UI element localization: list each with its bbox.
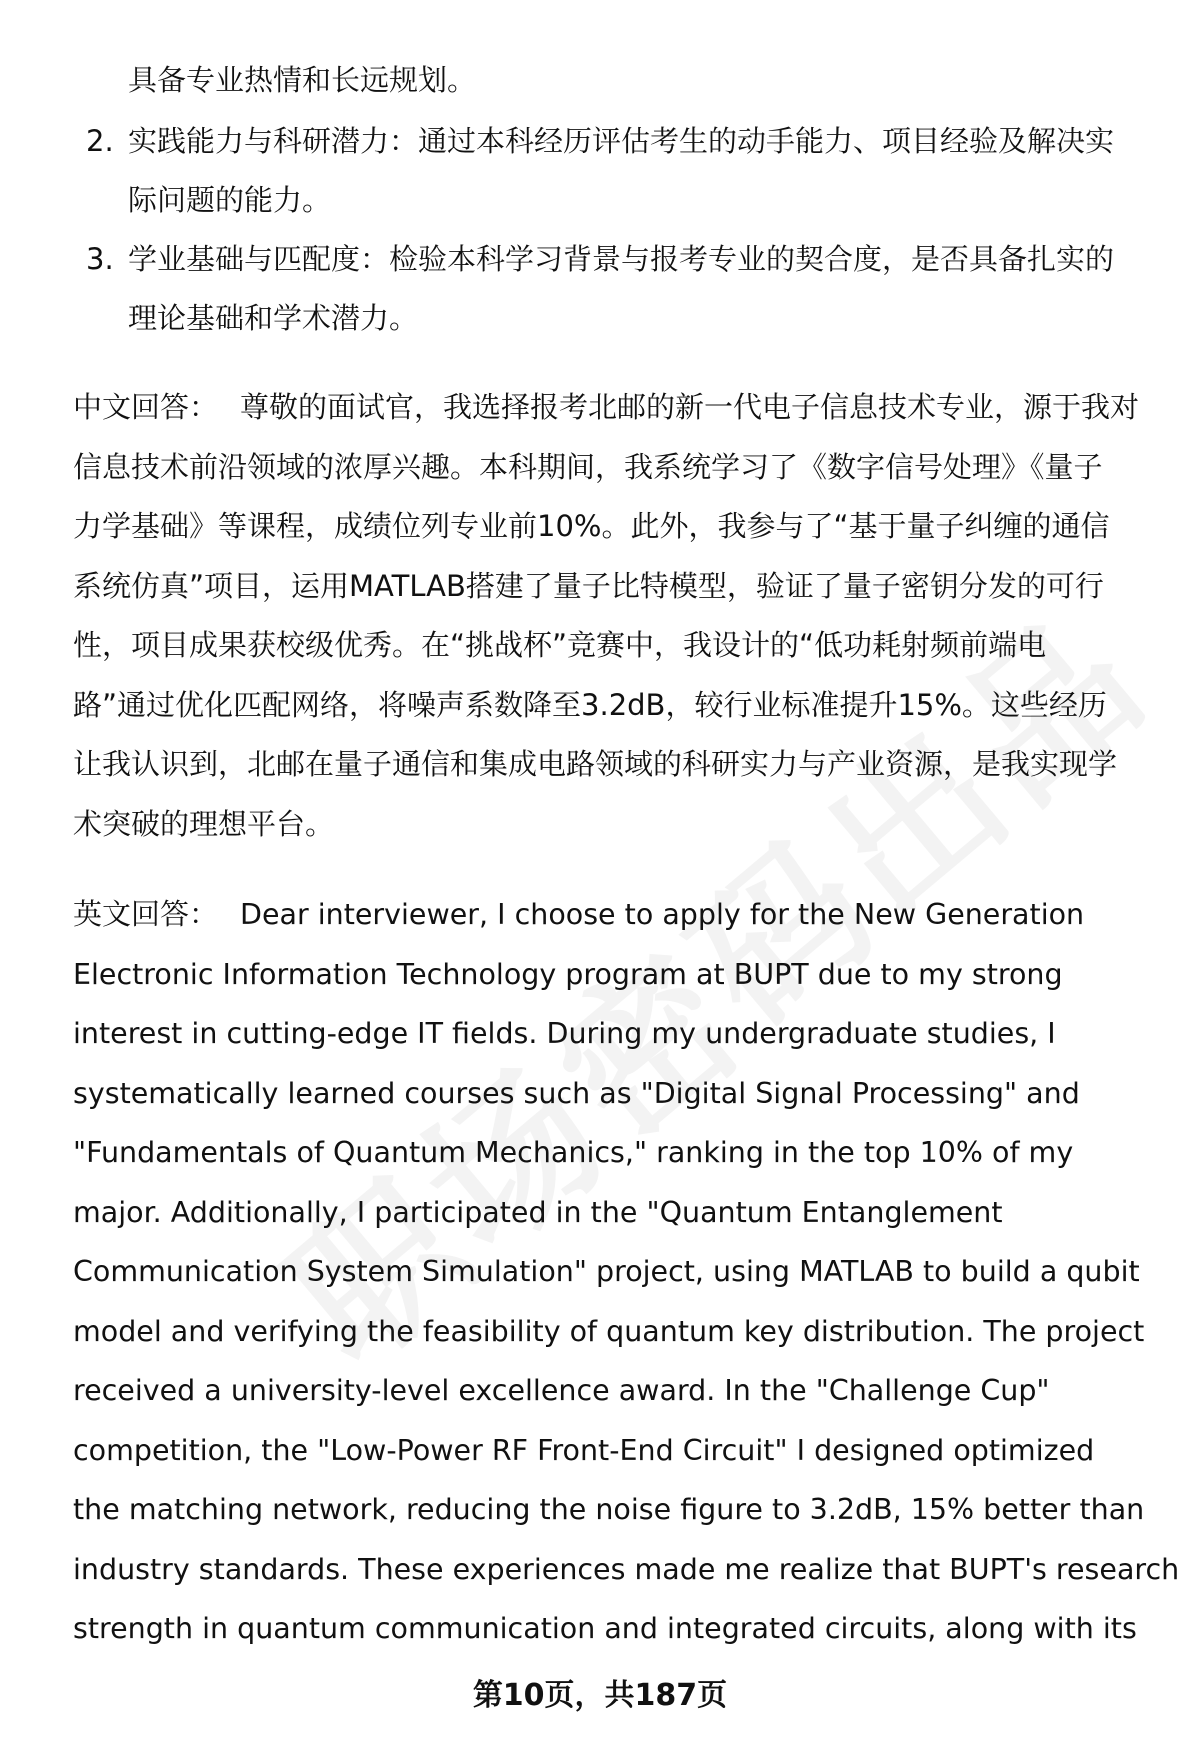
list-item-number: 2. [86,124,114,158]
paragraph-line: systematically learned courses such as "Digital Signal Processing" and [73,1076,1080,1110]
paragraph-line-text: Dear interviewer, I choose to apply for the New Generation [240,898,1085,931]
paragraph-line [73,885,1163,945]
paragraph-line: Communication System Simulation" project, using MATLAB to build a qubit [73,1255,1140,1288]
paragraph-line: 路”通过优化匹配网络，将噪声系数降至3.2dB，较行业标准提升15%。这些经历 [73,687,1107,722]
paragraph-line [73,378,1163,438]
chinese-answer-paragraph [73,378,1163,854]
paragraph-line: the matching network, reducing the noise figure to 3.2dB, 15% better than [73,1493,1145,1526]
list-item-continuation: 具备专业热情和长远规划。 [128,63,477,97]
english-answer-paragraph [73,885,1180,1659]
page-number: 第10页，共187页 [472,1678,728,1713]
paragraph-line: "Fundamentals of Quantum Mechanics," ranking in the top 10% of my [73,1136,1074,1169]
paragraph-line: 术突破的理想平台。 [73,806,335,841]
list-item-line: 际问题的能力。 [128,183,332,217]
paragraph-line: Electronic Information Technology program at BUPT due to my strong [73,957,1063,991]
paragraph-line: 让我认识到，北邮在量子通信和集成电路领域的科研实力与产业资源，是我实现学 [73,747,1118,781]
paragraph-line: industry standards. These experiences made me realize that BUPT's research [73,1552,1180,1586]
paragraph-line: competition, the "Low-Power RF Front-End Circuit" I designed optimized [73,1433,1095,1467]
english-answer-label: 英文回答： [73,897,219,931]
paragraph-line: model and verifying the feasibility of quantum key distribution. The project [73,1314,1145,1348]
paragraph-line: major. Additionally, I participated in the "Quantum Entanglement [73,1195,1003,1229]
list-item-number: 3. [86,242,114,276]
paragraph-line: received a university-level excellence award. In the "Challenge Cup" [73,1374,1050,1407]
paragraph-line: 性，项目成果获校级优秀。在“挑战杯”竞赛中，我设计的“低功耗射频前端电 [73,628,1047,662]
paragraph-line: 力学基础》等课程，成绩位列专业前10%。此外，我参与了“基于量子纠缠的通信 [73,509,1110,543]
list-item-line: 学业基础与匹配度：检验本科学习背景与报考专业的契合度，是否具备扎实的 [128,242,1115,276]
list-item-line: 理论基础和学术潜力。 [128,301,419,335]
paragraph-line: 信息技术前沿领域的浓厚兴趣。本科期间，我系统学习了《数字信号处理》《量子 [73,449,1103,484]
chinese-answer-label: 中文回答： [73,390,219,424]
paragraph-line: 系统仿真”项目，运用MATLAB搭建了量子比特模型，验证了量子密钥分发的可行 [73,568,1104,603]
paragraph-line: interest in cutting-edge IT fields. During my undergraduate studies, I [73,1017,1056,1050]
list-item-line: 实践能力与科研潜力：通过本科经历评估考生的动手能力、项目经验及解决实 [128,124,1115,158]
paragraph-line-text: 尊敬的面试官，我选择报考北邮的新一代电子信息技术专业，源于我对 [240,390,1140,424]
paragraph-line: strength in quantum communication and integrated circuits, along with its [73,1612,1137,1645]
